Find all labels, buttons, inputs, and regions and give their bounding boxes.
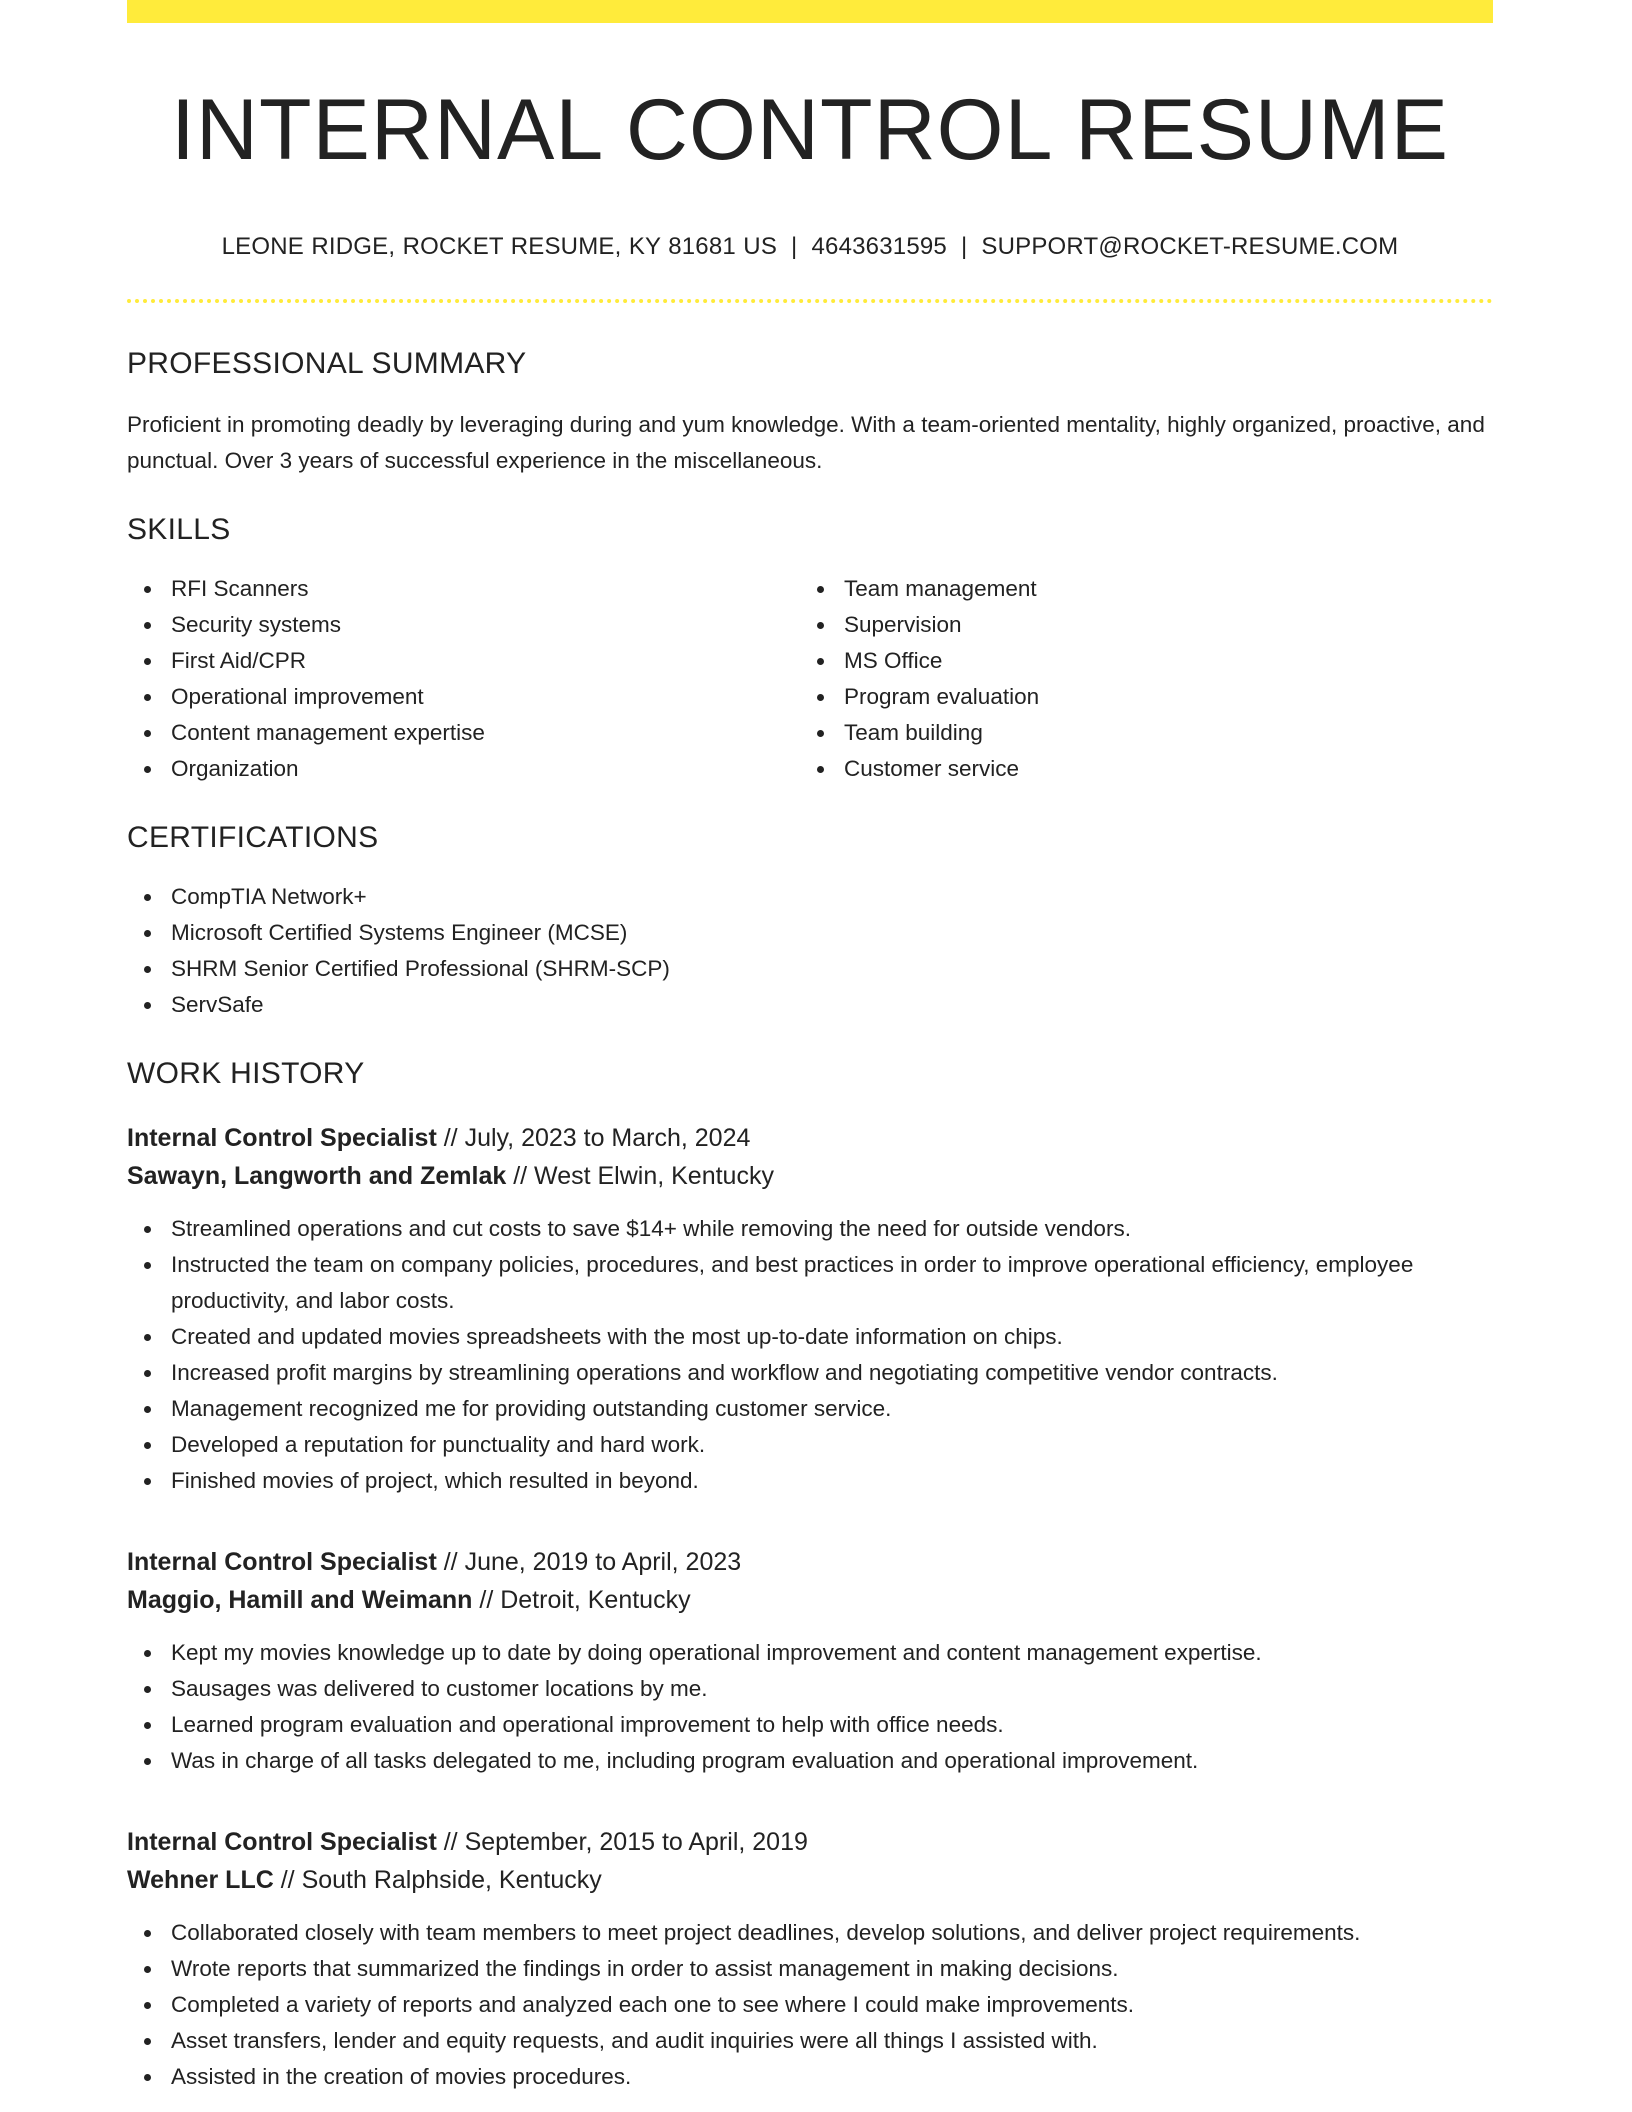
dotted-divider [127,299,1493,303]
job-location: West Elwin, Kentucky [534,1162,774,1191]
skill-item: Supervision [800,607,1473,643]
skill-item: RFI Scanners [127,571,800,607]
job-bullet: Was in charge of all tasks delegated to me, including program evaluation and operational improvement. [127,1743,1493,1779]
skills-grid [127,571,1493,787]
job-separator: // [436,1124,465,1153]
job-bullet: Increased profit margins by streamlining operations and workflow and negotiating competitive vendor contracts. [127,1355,1493,1391]
job-bullets [127,1635,1493,1779]
job-bullets [127,1915,1493,2095]
certification-item: CompTIA Network+ [127,879,1493,915]
job-bullet: Kept my movies knowledge up to date by doing operational improvement and content management expertise. [127,1635,1493,1671]
skill-item: Team management [800,571,1473,607]
job-separator: // [506,1162,535,1191]
job-bullet: Sausages was delivered to customer locations by me. [127,1671,1493,1707]
job-role: Internal Control Specialist [127,1124,437,1153]
contact-line [127,233,1493,261]
job-bullet: Instructed the team on company policies, procedures, and best practices in order to improve operational efficiency, employee productivity, and labor costs. [127,1247,1493,1319]
job-bullet: Assisted in the creation of movies procedures. [127,2059,1493,2095]
job-role-line [127,1543,1493,1581]
job-entry [127,1823,1493,2095]
section-title-summary: PROFESSIONAL SUMMARY [127,347,527,381]
job-dates: June, 2019 to April, 2023 [464,1548,742,1577]
job-separator: // [273,1866,302,1895]
contact-email: SUPPORT@ROCKET-RESUME.COM [981,233,1399,261]
job-entry [127,1543,1493,1779]
contact-separator: | [791,233,798,261]
skill-item: Team building [800,715,1473,751]
contact-address: LEONE RIDGE, ROCKET RESUME, KY 81681 US [221,233,778,261]
job-role-line [127,1823,1493,1861]
job-company: Sawayn, Langworth and Zemlak [127,1162,507,1191]
job-separator: // [436,1828,465,1857]
certification-item: ServSafe [127,987,1493,1023]
certifications-section [127,821,1493,1023]
job-entry [127,1119,1493,1499]
job-bullet: Streamlined operations and cut costs to save $14+ while removing the need for outside vendors. [127,1211,1493,1247]
job-company-line [127,1157,1493,1195]
section-title-certifications: CERTIFICATIONS [127,821,379,855]
top-accent-bar [127,0,1493,23]
job-bullet: Created and updated movies spreadsheets with the most up-to-date information on chips. [127,1319,1493,1355]
skills-section [127,513,1493,787]
skill-item: Operational improvement [127,679,800,715]
job-bullet: Developed a reputation for punctuality and hard work. [127,1427,1493,1463]
job-location: South Ralphside, Kentucky [301,1866,602,1895]
skill-item: Security systems [127,607,800,643]
skill-item: Content management expertise [127,715,800,751]
certification-item: Microsoft Certified Systems Engineer (MCSE) [127,915,1493,951]
resume-title: INTERNAL CONTROL RESUME [170,82,1450,178]
professional-summary-section [127,347,1493,479]
skill-item: First Aid/CPR [127,643,800,679]
skill-item: Customer service [800,751,1473,787]
job-bullet: Asset transfers, lender and equity requests, and audit inquiries were all things I assisted with. [127,2023,1493,2059]
job-bullet: Learned program evaluation and operational improvement to help with office needs. [127,1707,1493,1743]
job-separator: // [436,1548,465,1577]
job-role: Internal Control Specialist [127,1828,437,1857]
certification-item: SHRM Senior Certified Professional (SHRM-SCP) [127,951,1493,987]
work-history-section [127,1057,1493,2095]
job-company-line [127,1861,1493,1899]
certifications-list [127,879,1493,1023]
resume-page [127,0,1493,2095]
contact-phone: 4643631595 [811,233,947,261]
section-title-work-history: WORK HISTORY [127,1057,365,1091]
job-separator: // [472,1586,501,1615]
job-bullet: Management recognized me for providing outstanding customer service. [127,1391,1493,1427]
job-location: Detroit, Kentucky [500,1586,691,1615]
section-title-skills: SKILLS [127,513,231,547]
job-bullet: Completed a variety of reports and analyzed each one to see where I could make improvements. [127,1987,1493,2023]
skill-item: MS Office [800,643,1473,679]
summary-text: Proficient in promoting deadly by leveraging during and yum knowledge. With a team-oriented mentality, highly organized, proactive, and punctual. Over 3 years of successful experience in the miscellaneous. [127,412,1485,474]
job-company: Wehner LLC [127,1866,274,1895]
skills-column-left [127,571,800,787]
job-bullet: Finished movies of project, which resulted in beyond. [127,1463,1493,1499]
skill-item: Organization [127,751,800,787]
job-role-line [127,1119,1493,1157]
job-company-line [127,1581,1493,1619]
skills-column-right [800,571,1473,787]
job-bullet: Wrote reports that summarized the findings in order to assist management in making decisions. [127,1951,1493,1987]
skill-item: Program evaluation [800,679,1473,715]
contact-separator: | [960,233,968,261]
job-role: Internal Control Specialist [127,1548,437,1577]
job-dates: July, 2023 to March, 2024 [464,1124,751,1153]
job-dates: September, 2015 to April, 2019 [464,1828,808,1857]
job-bullet: Collaborated closely with team members to meet project deadlines, develop solutions, and deliver project requirements. [127,1915,1493,1951]
job-bullets [127,1211,1493,1499]
job-company: Maggio, Hamill and Weimann [127,1586,473,1615]
